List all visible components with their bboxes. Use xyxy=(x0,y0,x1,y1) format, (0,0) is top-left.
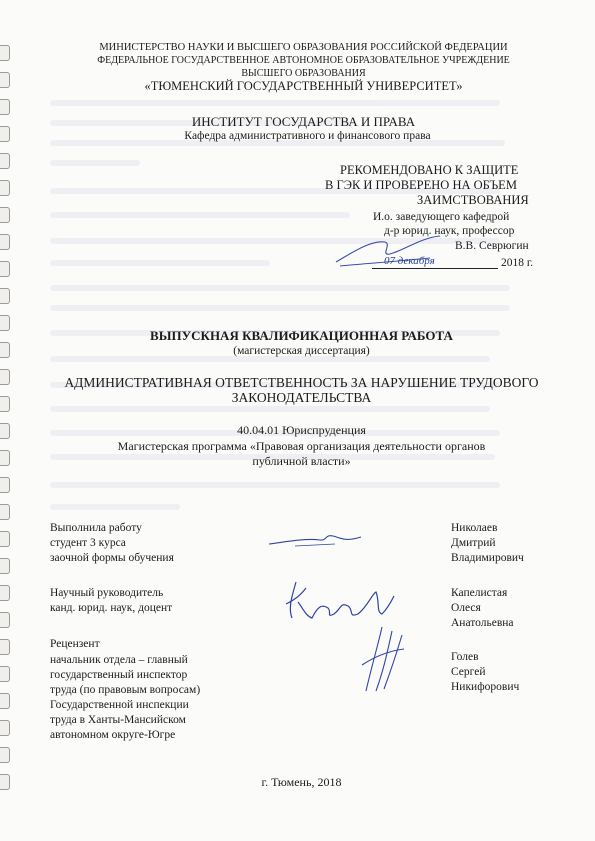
author-label-2: студент 3 курса xyxy=(50,537,126,549)
institute-name: ИНСТИТУТ ГОСУДАРСТВА И ПРАВА xyxy=(191,114,416,129)
reviewer-position-line: начальник отдела – главный xyxy=(50,654,188,666)
reviewer-position-line: Государственной инспекции xyxy=(50,699,189,711)
supervisor-surname: Капелистая xyxy=(451,587,508,599)
reviewer-position-line: государственный инспектор xyxy=(50,669,188,681)
approver-degree: д-р юрид. наук, профессор xyxy=(384,225,515,237)
program-line-2: публичной власти» xyxy=(252,454,351,468)
reviewer-patronymic: Никифорович xyxy=(451,681,520,693)
thesis-title-line-1: АДМИНИСТРАТИВНАЯ ОТВЕТСТВЕННОСТЬ ЗА НАРУШЕНИЕ ТРУДОВОГО xyxy=(64,375,539,390)
city-year: г. Тюмень, 2018 xyxy=(261,775,342,789)
university-name: «ТЮМЕНСКИЙ ГОСУДАРСТВЕННЫЙ УНИВЕРСИТЕТ» xyxy=(144,79,463,93)
education-level-line: ВЫСШЕГО ОБРАЗОВАНИЯ xyxy=(241,68,366,79)
author-label-1: Выполнила работу xyxy=(50,522,142,534)
author-signature xyxy=(265,528,365,552)
supervisor-patronymic: Анатольевна xyxy=(451,617,514,629)
approver-role: И.о. заведующего кафедрой xyxy=(373,211,510,223)
thesis-title-line-2: ЗАКОНОДАТЕЛЬСТВА xyxy=(231,390,372,405)
author-patronymic: Владимирович xyxy=(451,552,524,564)
author-label-3: заочной формы обучения xyxy=(50,552,174,564)
department-name: Кафедра административного и финансового права xyxy=(184,130,431,142)
reviewer-surname: Голев xyxy=(451,651,479,663)
supervisor-label: Научный руководитель xyxy=(50,587,164,599)
reviewer-first-name: Сергей xyxy=(451,666,486,678)
author-first-name: Дмитрий xyxy=(451,537,496,549)
author-surname: Николаев xyxy=(451,522,498,534)
approval-line-2: В ГЭК И ПРОВЕРЕНО НА ОБЪЕМ xyxy=(325,178,517,192)
supervisor-signature xyxy=(278,578,398,626)
work-type: ВЫПУСКНАЯ КВАЛИФИКАЦИОННАЯ РАБОТА xyxy=(150,328,453,343)
handwritten-date: 07 декабря xyxy=(384,255,435,267)
specialty-code: 40.04.01 Юриспруденция xyxy=(237,423,366,437)
reviewer-signature xyxy=(352,625,412,695)
work-subtype: (магистерская диссертация) xyxy=(233,345,370,357)
supervisor-first-name: Олеся xyxy=(451,602,481,614)
reviewer-position-line: автономном округе-Югре xyxy=(50,729,176,741)
supervisor-degree: канд. юрид. наук, доцент xyxy=(50,602,173,614)
approval-line-3: ЗАИМСТВОВАНИЯ xyxy=(417,193,529,207)
reviewer-position-line: труда (по правовым вопросам) xyxy=(50,684,201,696)
approval-line-1: РЕКОМЕНДОВАНО К ЗАЩИТЕ xyxy=(340,163,519,177)
reviewer-position-line: труда в Ханты-Мансийском xyxy=(50,714,186,726)
program-line-1: Магистерская программа «Правовая организация деятельности органов xyxy=(117,439,486,453)
approver-name: В.В. Севрюгин xyxy=(455,240,529,252)
date-underline xyxy=(372,258,498,269)
ministry-line: МИНИСТЕРСТВО НАУКИ И ВЫСШЕГО ОБРАЗОВАНИЯ РОССИЙСКОЙ ФЕДЕРАЦИИ xyxy=(99,42,508,53)
approval-year: 2018 г. xyxy=(501,257,534,269)
reviewer-label: Рецензент xyxy=(50,638,100,650)
institution-type-line: ФЕДЕРАЛЬНОЕ ГОСУДАРСТВЕННОЕ АВТОНОМНОЕ ОБРАЗОВАТЕЛЬНОЕ УЧРЕЖДЕНИЕ xyxy=(97,55,510,66)
